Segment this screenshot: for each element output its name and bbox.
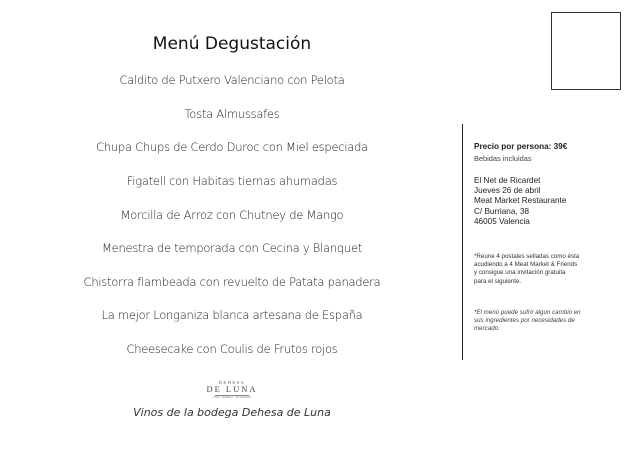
wines-line: Vinos de la bodega Dehesa de Luna — [133, 406, 331, 419]
dish-item: Menestra de temporada con Cecina y Blanquet — [101, 241, 363, 255]
disclaimer-line: *El menú puede sufrir algun cambio en — [474, 309, 581, 316]
dish-item: Chupa Chups de Cerdo Duroc con Miel especiada — [96, 140, 368, 154]
dish-item: Figatell con Habitas tiernas ahumadas — [126, 174, 338, 188]
dish-item: La mejor Longaniza blanca artesana de España — [101, 308, 363, 322]
drinks-included: Bebidas incluidas — [474, 154, 532, 163]
disclaimer-line: mercado. — [474, 325, 500, 333]
menu-disclaimer — [474, 309, 634, 334]
promo-note — [474, 253, 634, 286]
price-label: Precio por persona: 39€ — [474, 142, 568, 151]
venue-name: El Net de Ricardet — [474, 176, 541, 185]
dish-item: Cheesecake con Coulis de Frutos rojos — [126, 342, 338, 356]
note-line: para el siguiente. — [474, 277, 522, 285]
disclaimer-line: sus ingredientes por necesidades de — [474, 317, 575, 325]
vertical-divider — [462, 124, 463, 360]
stamp-box — [551, 12, 621, 90]
logo-top-text: DEHESA — [218, 380, 246, 385]
street-address: C/ Burriana, 38 — [474, 206, 530, 216]
dish-item: Caldito de Putxero Valenciano con Pelota — [119, 73, 345, 87]
winery-logo — [192, 380, 272, 400]
restaurant-name: Meat Market Restaurante — [474, 196, 567, 206]
note-line: y consigue una invitación gratuita — [474, 269, 566, 277]
venue-block — [474, 176, 634, 227]
dish-item: Chistorra flambeada con revuelto de Patata panadera — [83, 275, 381, 289]
dish-item: Morcilla de Arroz con Chutney de Mango — [120, 208, 344, 222]
dish-item: Tosta Almussafes — [184, 107, 280, 121]
event-date: Jueves 26 de abril — [474, 186, 541, 196]
note-line: *Reune 4 postales selladas como ésta — [474, 253, 580, 260]
logo-main-text: DE LUNA — [206, 384, 258, 394]
logo-tagline: FINCA · BODEGA · NATURALEZA — [212, 396, 252, 399]
city-address: 46005 Valencia — [474, 216, 530, 226]
menu-title: Menú Degustación — [152, 34, 312, 54]
note-line: acudiendo a 4 Meat Market & Friends — [474, 261, 578, 269]
